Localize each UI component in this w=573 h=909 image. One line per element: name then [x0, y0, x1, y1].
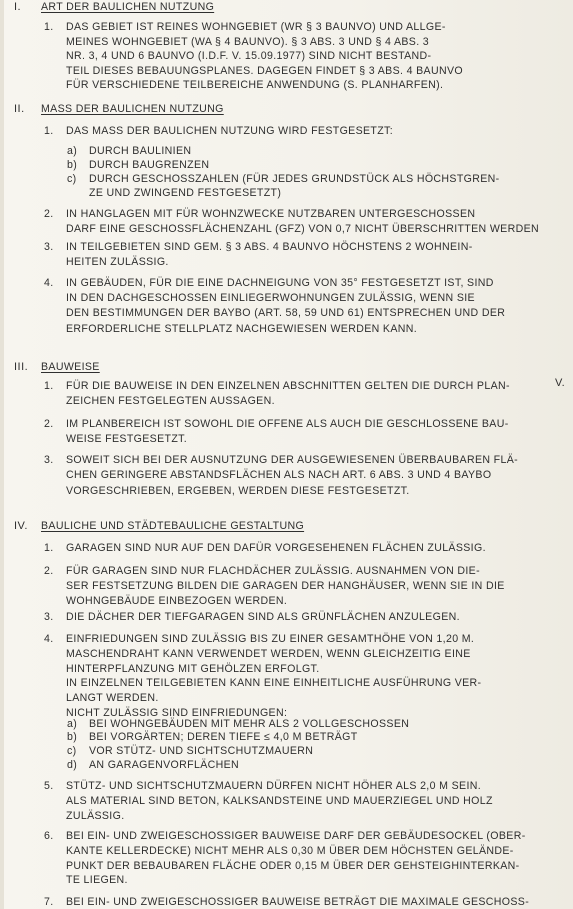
item-text-line: VORGESCHRIEBEN, ERGEBEN, WERDEN DIESE FESTGESETZT. — [66, 484, 410, 497]
page-edge-shadow — [0, 0, 4, 909]
item-text-line: IN DEN DACHGESCHOSSEN EINLIEGERWOHNUNGEN ZULÄSSIG, WENN SIE — [66, 292, 475, 305]
item-text-line: WOHNGEBÄUDE EINBEZOGEN WERDEN. — [66, 594, 288, 607]
item-text-line: KANTE KELLERDECKE) NICHT MEHR ALS 0,30 M ÜBER DEM HÖCHSTEN GELÄNDE- — [66, 844, 514, 857]
item-text-line: TE LIEGEN. — [66, 874, 128, 887]
item-text-line: NICHT ZULÄSSIG SIND EINFRIEDUNGEN: — [66, 707, 288, 719]
sub-item-letter: a) — [67, 145, 78, 157]
sub-item-text-line: DURCH BAULINIEN — [89, 145, 192, 157]
item-text-line: DEN BESTIMMUNGEN DER BAYBO (ART. 58, 59 UND 61) ENTSPRECHEN UND DER — [66, 307, 506, 320]
item-text-line: DIE DÄCHER DER TIEFGARAGEN SIND ALS GRÜNFLÄCHEN ANZULEGEN. — [66, 611, 460, 623]
sub-item-letter: b) — [67, 731, 78, 743]
item-text-line: IM PLANBEREICH IST SOWOHL DIE OFFENE ALS AUCH DIE GESCHLOSSENE BAU- — [66, 418, 509, 430]
item-text-line: FÜR GARAGEN SIND NUR FLACHDÄCHER ZULÄSSIG. AUSNAHMEN VON DIE- — [66, 565, 480, 577]
item-number: 2. — [44, 208, 54, 220]
item-text-line: FÜR VERSCHIEDENE TEILBEREICHE ANWENDUNG (S. PLANHARFEN). — [66, 79, 444, 91]
item-number: 5. — [44, 780, 54, 792]
item-text-line: ALS MATERIAL SIND BETON, KALKSANDSTEINE UND MAUERZIEGEL UND HOLZ — [66, 794, 493, 807]
item-number: 2. — [44, 418, 54, 430]
item-number: 7. — [44, 896, 54, 908]
item-number: 1. — [44, 21, 54, 33]
item-text-line: CHEN GERINGERE ABSTANDSFLÄCHEN ALS NACH ART. 6 ABS. 3 UND 4 BAYBO — [66, 469, 492, 482]
item-number: 4. — [44, 277, 54, 289]
sub-item-text-line: BEI VORGÄRTEN; DEREN TIEFE ≤ 4,0 M BETRÄGT — [89, 731, 358, 743]
sub-item-text-line: ZE UND ZWINGEND FESTGESETZT) — [89, 187, 282, 200]
margin-note: V. — [555, 377, 566, 389]
item-number: 6. — [44, 830, 54, 842]
item-text-line: GARAGEN SIND NUR AUF DEN DAFÜR VORGESEHENEN FLÄCHEN ZULÄSSIG. — [66, 542, 486, 554]
item-text-line: ZULÄSSIG. — [66, 809, 125, 822]
item-text-line: FÜR DIE BAUWEISE IN DEN EINZELNEN ABSCHNITTEN GELTEN DIE DURCH PLAN- — [66, 380, 510, 392]
sub-item-letter: d) — [67, 759, 78, 771]
sub-item-text-line: BEI WOHNGEBÄUDEN MIT MEHR ALS 2 VOLLGESCHOSSEN — [89, 718, 410, 730]
item-text-line: BEI EIN- UND ZWEIGESCHOSSIGER BAUWEISE DARF DER GEBÄUDESOCKEL (OBER- — [66, 830, 526, 842]
section-number: IV. — [14, 520, 28, 532]
item-text-line: WEISE FESTGESETZT. — [66, 433, 188, 446]
item-text-line: BEI EIN- UND ZWEIGESCHOSSIGER BAUWEISE BETRÄGT DIE MAXIMALE GESCHOSS- — [66, 896, 530, 908]
item-text-line: DAS GEBIET IST REINES WOHNGEBIET (WR § 3 BAUNVO) UND ALLGE- — [66, 21, 446, 33]
item-number: 3. — [44, 611, 54, 623]
item-text-line: DAS MASS DER BAULICHEN NUTZUNG WIRD FESTGESETZT: — [66, 125, 393, 137]
item-text-line: EINFRIEDUNGEN SIND ZULÄSSIG BIS ZU EINER GESAMTHÖHE VON 1,20 M. — [66, 633, 475, 645]
section-number: I. — [14, 1, 22, 13]
sub-item-letter: c) — [67, 745, 77, 757]
item-text-line: SER FESTSETZUNG BILDEN DIE GARAGEN DER HANGHÄUSER, WENN SIE IN DIE — [66, 579, 505, 592]
item-text-line: ZEICHEN FESTGELEGTEN AUSSAGEN. — [66, 395, 275, 408]
sub-item-text-line: AN GARAGENVORFLÄCHEN — [89, 759, 240, 771]
sub-item-text-line: VOR STÜTZ- UND SICHTSCHUTZMAUERN — [89, 745, 314, 757]
section-title: BAUWEISE — [41, 361, 100, 373]
item-number: 1. — [44, 125, 54, 137]
item-number: 1. — [44, 380, 54, 392]
item-text-line: TEIL DIESES BEBAUUNGSPLANES. DAGEGEN FINDET § 3 ABS. 4 BAUNVO — [66, 64, 463, 77]
item-text-line: HEITEN ZULÄSSIG. — [66, 256, 169, 269]
item-text-line: DARF EINE GESCHOSSFLÄCHENZAHL (GFZ) VON 0,7 NICHT ÜBERSCHRITTEN WERDEN — [66, 223, 540, 236]
section-title: ART DER BAULICHEN NUTZUNG — [41, 1, 215, 13]
item-text-line: IN EINZELNEN TEILGEBIETEN KANN EINE EINHEITLICHE AUSFÜHRUNG VER- — [66, 677, 482, 690]
section-title: MASS DER BAULICHEN NUTZUNG — [41, 103, 224, 115]
section-number: II. — [14, 103, 25, 115]
item-text-line: SOWEIT SICH BEI DER AUSNUTZUNG DER AUSGEWIESENEN ÜBERBAUBAREN FLÄ- — [66, 454, 519, 466]
item-number: 2. — [44, 565, 54, 577]
item-text-line: STÜTZ- UND SICHTSCHUTZMAUERN DÜRFEN NICHT HÖHER ALS 2,0 M SEIN. — [66, 780, 482, 792]
section-title: BAULICHE UND STÄDTEBAULICHE GESTALTUNG — [41, 520, 305, 532]
sub-item-letter: a) — [67, 718, 78, 730]
section-number: III. — [14, 361, 29, 373]
item-number: 4. — [44, 633, 54, 645]
item-text-line: ERFORDERLICHE STELLPLATZ NACHGEWIESEN WERDEN KANN. — [66, 322, 418, 335]
item-number: 1. — [44, 542, 54, 554]
item-text-line: HINTERPFLANZUNG MIT GEHÖLZEN ERFOLGT. — [66, 662, 320, 675]
item-text-line: IN GEBÄUDEN, FÜR DIE EINE DACHNEIGUNG VON 35° FESTGESETZT IST, SIND — [66, 277, 494, 289]
item-text-line: IN HANGLAGEN MIT FÜR WOHNZWECKE NUTZBAREN UNTERGESCHOSSEN — [66, 208, 476, 220]
item-text-line: LANGT WERDEN. — [66, 692, 159, 705]
item-text-line: IN TEILGEBIETEN SIND GEM. § 3 ABS. 4 BAUNVO HÖCHSTENS 2 WOHNEIN- — [66, 241, 473, 253]
sub-item-text-line: DURCH BAUGRENZEN — [89, 159, 210, 171]
sub-item-letter: b) — [67, 159, 78, 171]
item-text-line: NR. 3, 4 UND 6 BAUNVO (I.D.F. V. 15.09.1977) SIND NICHT BESTAND- — [66, 50, 432, 62]
item-text-line: MEINES WOHNGEBIET (WA § 4 BAUNVO). § 3 ABS. 3 UND § 4 ABS. 3 — [66, 35, 430, 48]
item-text-line: MASCHENDRAHT KANN VERWENDET WERDEN, WENN GLEICHZEITIG EINE — [66, 647, 471, 660]
item-text-line: PUNKT DER BEBAUBAREN FLÄCHE ODER 0,15 M ÜBER DER GEHSTEIGHINTERKAN- — [66, 859, 520, 872]
item-number: 3. — [44, 241, 54, 253]
sub-item-letter: c) — [67, 173, 77, 185]
sub-item-text-line: DURCH GESCHOSSZAHLEN (FÜR JEDES GRUNDSTÜCK ALS HÖCHSTGREN- — [89, 173, 500, 185]
item-number: 3. — [44, 454, 54, 466]
